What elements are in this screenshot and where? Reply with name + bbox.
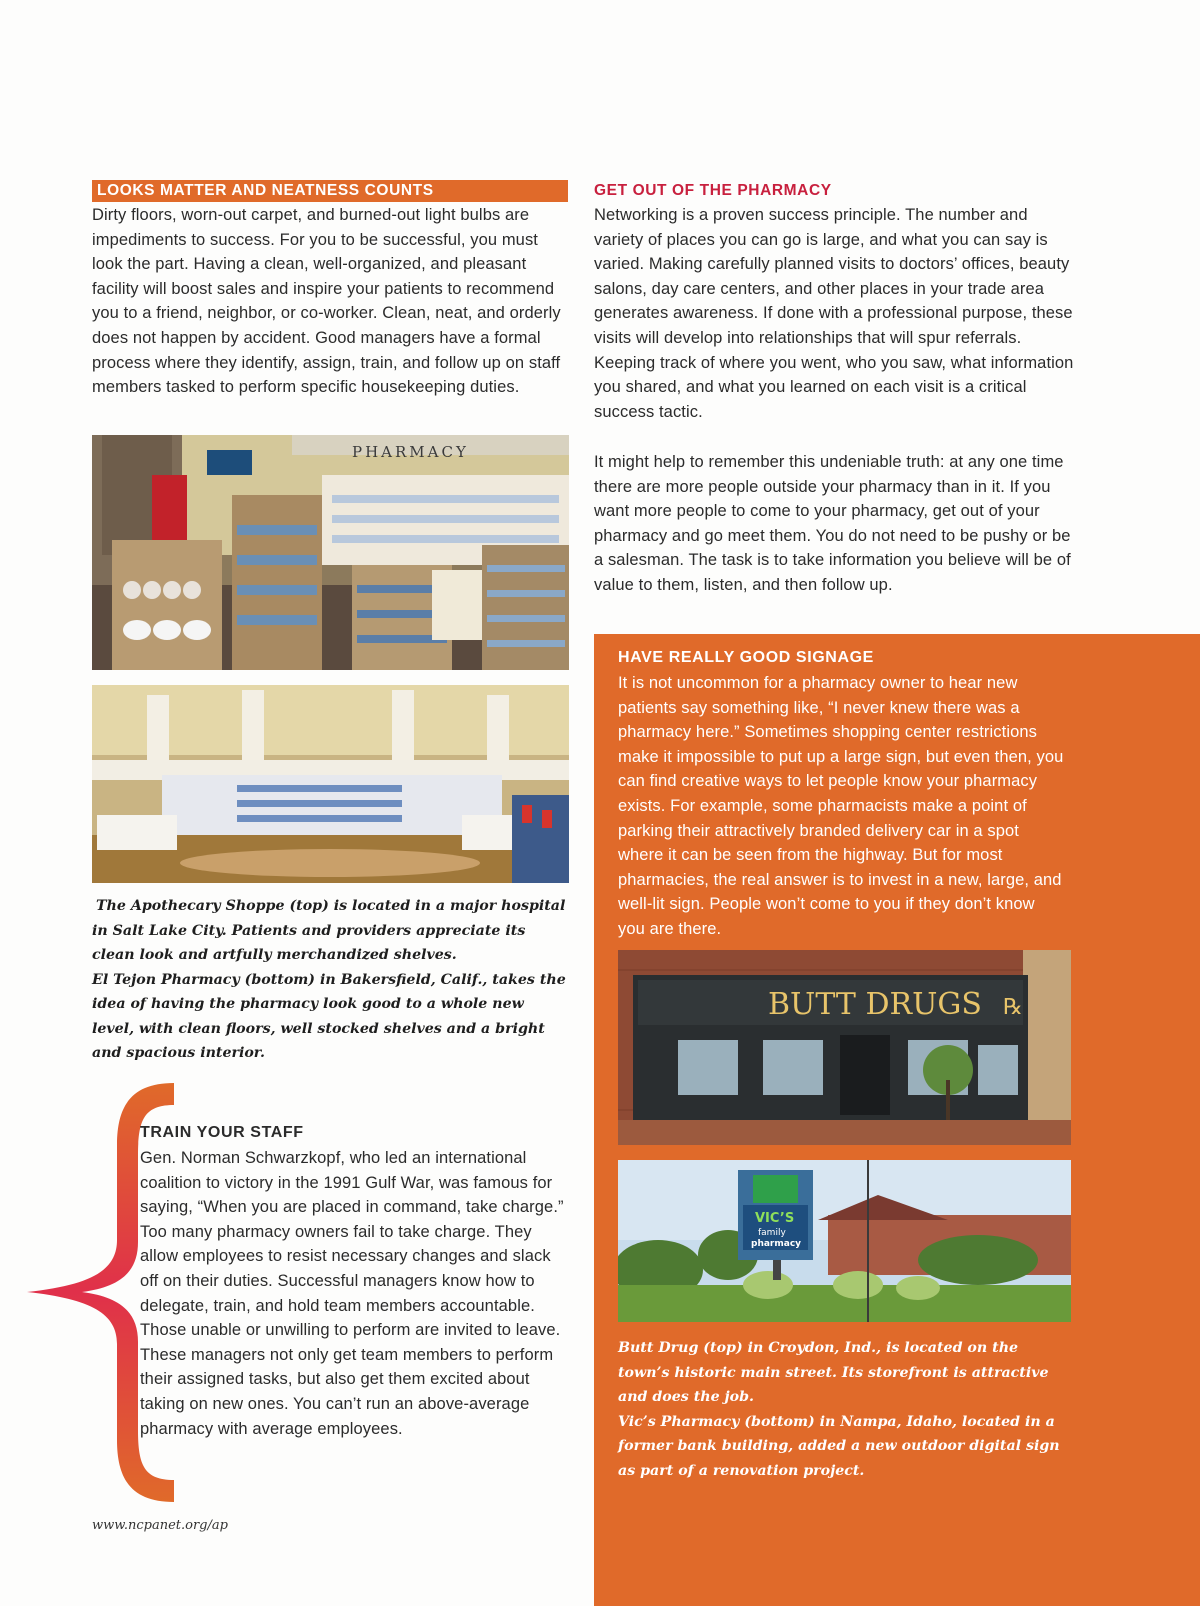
el-tejon-pharmacy-photo — [92, 685, 569, 883]
vics-sign-pharmacy: pharmacy — [751, 1239, 802, 1249]
left-caption-line-2: El Tejon Pharmacy (bottom) in Bakersfield, Calif., takes the idea of having the pharmacy look good to a whole new level, with clean floors, well stocked shelves and a bright and spacious interior. — [92, 971, 566, 1061]
apothecary-shoppe-photo — [92, 435, 569, 670]
vics-sign-name: VIC’S — [755, 1211, 795, 1226]
left-caption — [92, 894, 570, 1066]
footer-url: www.ncpanet.org/ap — [92, 1518, 228, 1533]
vics-pharmacy-photo — [618, 1160, 1071, 1322]
pharmacy-sign-text: PHARMACY — [352, 443, 469, 461]
get-out-para-1: Networking is a proven success principle. The number and variety of places you can go is large, and what you can say is varied. Making carefully planned visits to doctors’ offices, beauty salons, day care centers, and other places in your trade area generates awareness. If done with a professional purpose, these visits will develop into relationships that will spur referrals. Keeping track of where you went, who you saw, what information you shared, and what you learned on each visit is a critical success tactic. — [594, 206, 1074, 421]
train-body: Gen. Norman Schwarzkopf, who led an international coalition to victory in the 1991 Gulf War, was famous for saying, “When you are placed in command, take charge.” Too many pharmacy owners fail to take charge. They allow employees to resist necessary changes and slack off on their duties. Successful managers know how to delegate, train, and hold team members accountable. Those unable or unwilling to perform are invited to leave. These managers not only get team members to perform their assigned tasks, but also get them excited about taking on new ones. You can’t run an above-average pharmacy with average employees. — [140, 1149, 564, 1438]
right-caption-line-1: Butt Drug (top) in Croydon, Ind., is located on the town’s historic main street. Its storefront is attractive and does the job. — [618, 1340, 1049, 1405]
vics-sign-family: family — [758, 1228, 786, 1238]
signage-body: It is not uncommon for a pharmacy owner to hear new patients say something like, “I never knew there was a pharmacy here.” Sometimes shopping center restrictions make it impossible to put up a large sign, but even then, you can find creative ways to let people know your pharmacy exists. For example, some pharmacists make a point of parking their attractively branded delivery car in a spot where it can be seen from the highway. But for most pharmacies, the real answer is to invest in a new, large, and well-lit sign. People won’t come to you if they don’t know you are there. — [618, 674, 1064, 938]
butt-drugs-sign-text: BUTT DRUGS — [768, 987, 982, 1022]
signage-heading: HAVE REALLY GOOD SIGNAGE — [618, 649, 874, 666]
right-caption — [618, 1336, 1070, 1483]
left-caption-line-1: The Apothecary Shoppe (top) is located in a major hospital in Salt Lake City. Patients and providers appreciate its clean look and artfully merchandized shelves. — [92, 898, 566, 963]
right-caption-line-2: Vic’s Pharmacy (bottom) in Nampa, Idaho, located in a former bank building, added a new outdoor digital sign as part of a renovation project. — [618, 1413, 1060, 1479]
looks-heading: LOOKS MATTER AND NEATNESS COUNTS — [92, 180, 568, 202]
get-out-para-2: It might help to remember this undeniable truth: at any one time there are more people outside your pharmacy than in it. If you want more people to come to your pharmacy, get out of your pharmacy and go meet them. You do not need to be pushy or be a salesman. The task is to take information you believe will be of value to them, listen, and then follow up. — [594, 453, 1071, 594]
looks-body: Dirty floors, worn-out carpet, and burned-out light bulbs are impediments to success. For you to be successful, you must look the part. Having a clean, well-organized, and pleasant facility will boost sales and inspire your patients to recommend you to a friend, neighbor, or co-worker. Clean, neat, and orderly does not happen by accident. Good managers have a formal process where they identify, assign, train, and follow up on staff members tasked to perform specific housekeeping duties. — [92, 206, 561, 397]
get-out-heading: GET OUT OF THE PHARMACY — [594, 182, 832, 199]
train-heading: TRAIN YOUR STAFF — [140, 1124, 304, 1141]
rx-symbol: ℞ — [1003, 995, 1023, 1020]
butt-drugs-photo — [618, 950, 1071, 1145]
